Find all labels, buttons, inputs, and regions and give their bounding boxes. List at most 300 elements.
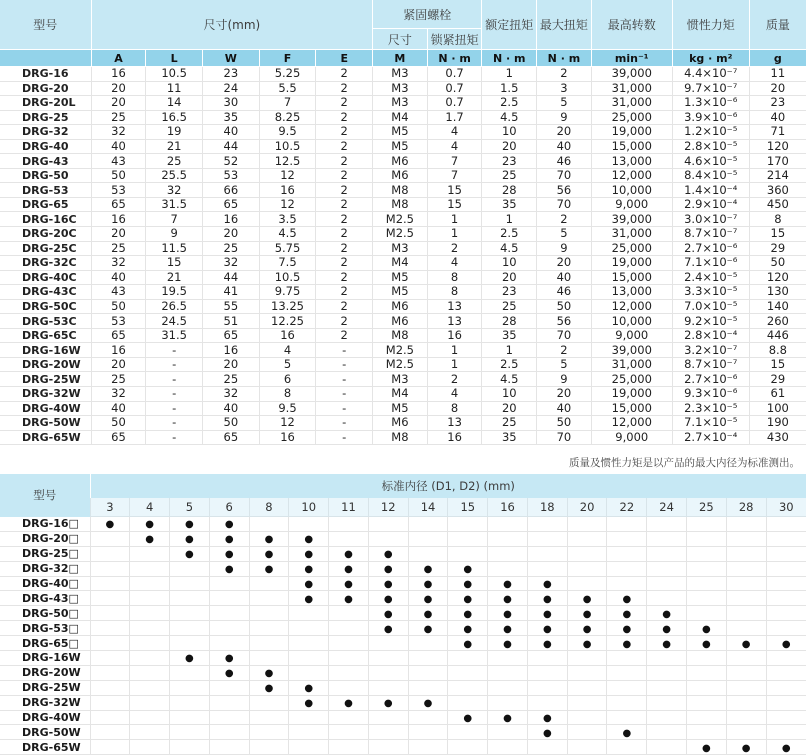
availability-cell xyxy=(527,576,567,591)
available-dot-icon: ● xyxy=(344,549,353,561)
value-cell: 7.5 xyxy=(259,256,316,271)
availability-cell xyxy=(90,665,130,680)
availability-cell xyxy=(289,680,329,695)
value-cell: 65 xyxy=(91,430,146,445)
availability-cell xyxy=(686,531,726,546)
availability-cell xyxy=(647,621,687,636)
table-row xyxy=(0,285,806,300)
availability-cell xyxy=(209,636,249,651)
availability-cell xyxy=(408,636,448,651)
value-cell: 13,000 xyxy=(591,285,672,300)
value-cell: 5 xyxy=(537,357,592,372)
value-cell: 9,000 xyxy=(591,197,672,212)
value-cell: 25 xyxy=(482,299,537,314)
availability-cell xyxy=(647,517,687,532)
table-row xyxy=(0,168,806,183)
availability-cell xyxy=(408,576,448,591)
value-cell: 20 xyxy=(482,401,537,416)
available-dot-icon: ● xyxy=(264,534,274,546)
availability-cell xyxy=(686,591,726,606)
value-cell: M6 xyxy=(373,299,428,314)
availability-cell xyxy=(368,546,408,561)
diameter-value: 22 xyxy=(607,498,647,517)
model-cell: DRG-32C xyxy=(0,256,91,271)
availability-cell xyxy=(209,725,249,740)
availability-cell xyxy=(249,725,289,740)
availability-cell xyxy=(90,591,130,606)
value-cell: 2 xyxy=(316,299,373,314)
availability-cell xyxy=(527,725,567,740)
availability-cell xyxy=(329,531,369,546)
availability-cell xyxy=(408,621,448,636)
availability-cell xyxy=(726,710,766,725)
availability-cell xyxy=(686,651,726,666)
availability-cell xyxy=(527,606,567,621)
value-cell: 21 xyxy=(146,270,203,285)
model-cell: DRG-40□ xyxy=(0,576,90,591)
available-dot-icon: ● xyxy=(702,638,711,650)
availability-cell xyxy=(289,561,329,576)
availability-cell xyxy=(488,680,528,695)
value-cell: 12 xyxy=(259,416,316,431)
availability-cell xyxy=(488,740,528,755)
availability-cell xyxy=(209,665,249,680)
available-dot-icon: ● xyxy=(463,623,473,635)
value-cell: 32 xyxy=(202,387,259,402)
value-cell: 7 xyxy=(146,212,203,227)
available-dot-icon: ● xyxy=(781,638,791,650)
value-cell: 2 xyxy=(316,154,373,169)
unit-header-cell: N · m xyxy=(427,50,482,67)
value-cell: 2 xyxy=(316,256,373,271)
availability-cell xyxy=(90,576,130,591)
value-cell: 190 xyxy=(749,416,806,431)
availability-cell xyxy=(209,651,249,666)
value-cell: 3.9×10⁻⁶ xyxy=(672,110,749,125)
availability-cell xyxy=(368,606,408,621)
table-row xyxy=(0,328,806,343)
availability-cell xyxy=(766,695,806,710)
available-dot-icon: ● xyxy=(224,519,234,531)
availability-cell xyxy=(289,710,329,725)
model-cell: DRG-25 xyxy=(0,110,91,125)
availability-cell xyxy=(488,636,528,651)
value-cell: 9.7×10⁻⁷ xyxy=(672,81,749,96)
availability-cell xyxy=(647,531,687,546)
value-cell: 25,000 xyxy=(591,241,672,256)
model-cell: DRG-32W xyxy=(0,695,90,710)
value-cell: 2.7×10⁻⁶ xyxy=(672,241,749,256)
available-dot-icon: ● xyxy=(383,564,393,576)
value-cell: 32 xyxy=(91,256,146,271)
available-dot-icon: ● xyxy=(304,534,314,546)
value-cell: 7.1×10⁻⁶ xyxy=(672,256,749,271)
value-cell: 30 xyxy=(202,96,259,111)
value-cell: 40 xyxy=(537,139,592,154)
availability-cell xyxy=(249,621,289,636)
availability-cell xyxy=(686,680,726,695)
availability-cell xyxy=(488,591,528,606)
value-cell: 5 xyxy=(537,227,592,242)
value-cell: 50 xyxy=(537,299,592,314)
available-dot-icon: ● xyxy=(224,564,234,576)
value-cell: 19,000 xyxy=(591,387,672,402)
available-dot-icon: ● xyxy=(503,623,512,635)
availability-cell xyxy=(209,710,249,725)
value-cell: 31,000 xyxy=(591,357,672,372)
value-cell: 12,000 xyxy=(591,168,672,183)
availability-cell xyxy=(766,531,806,546)
availability-cell xyxy=(170,710,210,725)
availability-cell xyxy=(249,740,289,755)
availability-cell xyxy=(289,695,329,710)
value-cell: 40 xyxy=(91,401,146,416)
available-dot-icon: ● xyxy=(741,638,751,650)
availability-cell xyxy=(170,561,210,576)
value-cell: 44 xyxy=(202,270,259,285)
available-dot-icon: ● xyxy=(145,519,155,531)
table-row xyxy=(0,110,806,125)
value-cell: 4 xyxy=(427,139,482,154)
availability-cell xyxy=(408,680,448,695)
availability-cell xyxy=(249,636,289,651)
unit-header-cell: M xyxy=(373,50,428,67)
value-cell: 10,000 xyxy=(591,314,672,329)
value-cell: 4 xyxy=(259,343,316,358)
value-cell: 28 xyxy=(482,314,537,329)
value-cell: 23 xyxy=(202,67,259,82)
available-dot-icon: ● xyxy=(463,608,473,620)
value-cell: 2.8×10⁻⁴ xyxy=(672,328,749,343)
value-cell: 16 xyxy=(427,430,482,445)
footnote: 质量及惯性力矩是以产品的最大内径为标准测出。 xyxy=(569,457,800,469)
diameter-value: 20 xyxy=(567,498,607,517)
table-row xyxy=(0,125,806,140)
table-row xyxy=(0,372,806,387)
value-cell: 70 xyxy=(537,197,592,212)
availability-cell xyxy=(289,591,329,606)
value-cell: 65 xyxy=(202,197,259,212)
availability-cell xyxy=(130,517,170,532)
value-cell: 9 xyxy=(537,241,592,256)
value-cell: 5 xyxy=(259,357,316,372)
availability-cell xyxy=(368,725,408,740)
available-dot-icon: ● xyxy=(463,593,473,605)
value-cell: 2 xyxy=(316,67,373,82)
availability-cell xyxy=(130,606,170,621)
availability-cell xyxy=(607,546,647,561)
value-cell: 65 xyxy=(91,328,146,343)
value-cell: 19.5 xyxy=(146,285,203,300)
value-cell: M6 xyxy=(373,416,428,431)
availability-cell xyxy=(527,591,567,606)
value-cell: 2.9×10⁻⁴ xyxy=(672,197,749,212)
availability-cell xyxy=(488,621,528,636)
value-cell: 20 xyxy=(482,139,537,154)
availability-cell xyxy=(567,725,607,740)
availability-cell xyxy=(368,621,408,636)
unit-header-cell: E xyxy=(316,50,373,67)
value-cell: M5 xyxy=(373,285,428,300)
unit-header-cell: F xyxy=(259,50,316,67)
value-cell: 15 xyxy=(749,227,806,242)
model-cell: DRG-25W xyxy=(0,680,90,695)
availability-cell xyxy=(766,576,806,591)
model-cell: DRG-50□ xyxy=(0,606,90,621)
availability-cell xyxy=(567,710,607,725)
availability-cell xyxy=(408,591,448,606)
available-dot-icon: ● xyxy=(344,579,353,590)
availability-cell xyxy=(607,665,647,680)
availability-cell xyxy=(488,651,528,666)
availability-cell xyxy=(647,591,687,606)
value-cell: 10,000 xyxy=(591,183,672,198)
value-cell: 100 xyxy=(749,401,806,416)
value-cell: 5 xyxy=(537,96,592,111)
value-cell: 14 xyxy=(146,96,203,111)
availability-cell xyxy=(329,576,369,591)
value-cell: M5 xyxy=(373,125,428,140)
table-row xyxy=(0,96,806,111)
value-cell: 13.25 xyxy=(259,299,316,314)
availability-cell xyxy=(408,710,448,725)
value-cell: 50 xyxy=(537,416,592,431)
available-dot-icon: ● xyxy=(503,713,512,725)
table-row xyxy=(0,576,806,591)
value-cell: M3 xyxy=(373,372,428,387)
availability-cell xyxy=(170,546,210,561)
availability-cell xyxy=(368,665,408,680)
diameter-value: 18 xyxy=(527,498,567,517)
value-cell: 25 xyxy=(91,241,146,256)
availability-cell xyxy=(130,546,170,561)
table-row xyxy=(0,343,806,358)
availability-cell xyxy=(249,561,289,576)
value-cell: 24 xyxy=(202,81,259,96)
available-dot-icon: ● xyxy=(662,608,671,620)
value-cell: 2 xyxy=(316,285,373,300)
diameter-value: 6 xyxy=(209,498,249,517)
model-cell: DRG-50 xyxy=(0,168,91,183)
value-cell: 20 xyxy=(91,357,146,372)
value-cell: 39,000 xyxy=(591,212,672,227)
header-max-torque: 最大扭矩 xyxy=(537,0,592,50)
available-dot-icon: ● xyxy=(383,698,393,710)
value-cell: 3.5 xyxy=(259,212,316,227)
value-cell: 9.75 xyxy=(259,285,316,300)
value-cell: 20 xyxy=(537,256,592,271)
availability-cell xyxy=(368,517,408,532)
availability-cell xyxy=(368,710,408,725)
availability-cell xyxy=(90,606,130,621)
availability-cell xyxy=(249,651,289,666)
value-cell: - xyxy=(146,387,203,402)
header-inertia: 惯性力矩 xyxy=(672,0,749,50)
availability-cell xyxy=(448,546,488,561)
value-cell: 1 xyxy=(427,343,482,358)
table-row xyxy=(0,606,806,621)
availability-cell xyxy=(607,606,647,621)
availability-cell xyxy=(90,636,130,651)
availability-cell xyxy=(130,695,170,710)
table-row xyxy=(0,710,806,725)
model-cell: DRG-32 xyxy=(0,125,91,140)
value-cell: 19 xyxy=(146,125,203,140)
value-cell: 32 xyxy=(146,183,203,198)
value-cell: M2.5 xyxy=(373,227,428,242)
value-cell: 31,000 xyxy=(591,227,672,242)
value-cell: 360 xyxy=(749,183,806,198)
availability-cell xyxy=(726,531,766,546)
value-cell: 35 xyxy=(482,328,537,343)
value-cell: 4.5 xyxy=(482,372,537,387)
table-row xyxy=(0,621,806,636)
availability-cell xyxy=(726,695,766,710)
value-cell: 7 xyxy=(427,154,482,169)
availability-cell xyxy=(130,710,170,725)
availability-cell xyxy=(130,591,170,606)
availability-cell xyxy=(289,517,329,532)
value-cell: 13,000 xyxy=(591,154,672,169)
value-cell: 35 xyxy=(482,430,537,445)
value-cell: 44 xyxy=(202,139,259,154)
value-cell: 2 xyxy=(316,212,373,227)
availability-cell xyxy=(607,561,647,576)
value-cell: 10.5 xyxy=(146,67,203,82)
table-row xyxy=(0,531,806,546)
availability-cell xyxy=(766,740,806,755)
model-cell: DRG-20W xyxy=(0,357,91,372)
model-cell: DRG-43C xyxy=(0,285,91,300)
availability-cell xyxy=(686,710,726,725)
availability-cell xyxy=(488,576,528,591)
value-cell: - xyxy=(316,372,373,387)
table-row xyxy=(0,725,806,740)
value-cell: 8 xyxy=(427,285,482,300)
value-cell: 43 xyxy=(91,285,146,300)
value-cell: 2.5 xyxy=(482,96,537,111)
model-cell: DRG-53C xyxy=(0,314,91,329)
value-cell: 8.8 xyxy=(749,343,806,358)
value-cell: 40 xyxy=(91,139,146,154)
table-row xyxy=(0,154,806,169)
availability-cell xyxy=(170,591,210,606)
unit-header-cell: g xyxy=(749,50,806,67)
availability-cell xyxy=(209,680,249,695)
availability-cell xyxy=(567,695,607,710)
table-row xyxy=(0,430,806,445)
diameter-value: 25 xyxy=(686,498,726,517)
value-cell: 1 xyxy=(427,212,482,227)
spec-table-body xyxy=(0,67,806,445)
availability-cell xyxy=(368,651,408,666)
value-cell: 2 xyxy=(316,183,373,198)
availability-cell xyxy=(448,621,488,636)
value-cell: 40 xyxy=(537,401,592,416)
availability-cell xyxy=(130,651,170,666)
value-cell: 1 xyxy=(482,212,537,227)
value-cell: M5 xyxy=(373,270,428,285)
availability-cell xyxy=(329,680,369,695)
table-row xyxy=(0,197,806,212)
availability-cell xyxy=(130,621,170,636)
value-cell: 10 xyxy=(482,125,537,140)
availability-cell xyxy=(726,725,766,740)
available-dot-icon: ● xyxy=(304,579,314,590)
available-dot-icon: ● xyxy=(383,593,393,605)
value-cell: 1 xyxy=(427,227,482,242)
availability-cell xyxy=(329,695,369,710)
availability-cell xyxy=(368,695,408,710)
value-cell: 8 xyxy=(749,212,806,227)
available-dot-icon: ● xyxy=(264,564,274,576)
value-cell: 50 xyxy=(91,416,146,431)
value-cell: - xyxy=(146,343,203,358)
value-cell: 0.7 xyxy=(427,67,482,82)
value-cell: 7 xyxy=(259,96,316,111)
availability-cell xyxy=(647,636,687,651)
available-dot-icon: ● xyxy=(344,593,353,605)
model-cell: DRG-53 xyxy=(0,183,91,198)
availability-cell xyxy=(766,561,806,576)
availability-cell xyxy=(766,680,806,695)
availability-cell xyxy=(607,725,647,740)
value-cell: 24.5 xyxy=(146,314,203,329)
availability-cell xyxy=(448,636,488,651)
available-dot-icon: ● xyxy=(264,683,274,695)
availability-cell xyxy=(607,740,647,755)
available-dot-icon: ● xyxy=(702,742,711,754)
value-cell: 43 xyxy=(91,154,146,169)
value-cell: 170 xyxy=(749,154,806,169)
value-cell: 10 xyxy=(482,387,537,402)
value-cell: 15 xyxy=(427,197,482,212)
availability-cell xyxy=(527,695,567,710)
value-cell: 23 xyxy=(482,154,537,169)
availability-cell xyxy=(209,740,249,755)
diameter-table xyxy=(0,474,806,755)
table-row xyxy=(0,695,806,710)
model-cell: DRG-25W xyxy=(0,372,91,387)
availability-cell xyxy=(686,546,726,561)
table-row xyxy=(0,636,806,651)
availability-cell xyxy=(289,531,329,546)
value-cell: 16 xyxy=(259,183,316,198)
availability-cell xyxy=(408,517,448,532)
available-dot-icon: ● xyxy=(622,623,632,635)
available-dot-icon: ● xyxy=(582,623,592,635)
value-cell: 140 xyxy=(749,299,806,314)
availability-cell xyxy=(170,665,210,680)
table-row xyxy=(0,651,806,666)
value-cell: 1.3×10⁻⁶ xyxy=(672,96,749,111)
availability-cell xyxy=(567,680,607,695)
value-cell: 3.3×10⁻⁵ xyxy=(672,285,749,300)
value-cell: 16 xyxy=(91,212,146,227)
value-cell: - xyxy=(316,401,373,416)
value-cell: 53 xyxy=(202,168,259,183)
available-dot-icon: ● xyxy=(503,608,512,620)
availability-cell xyxy=(726,606,766,621)
value-cell: M3 xyxy=(373,96,428,111)
availability-cell xyxy=(686,517,726,532)
availability-cell xyxy=(766,636,806,651)
value-cell: 12,000 xyxy=(591,416,672,431)
value-cell: 2 xyxy=(316,110,373,125)
value-cell: 56 xyxy=(537,183,592,198)
availability-cell xyxy=(766,517,806,532)
availability-cell xyxy=(686,606,726,621)
